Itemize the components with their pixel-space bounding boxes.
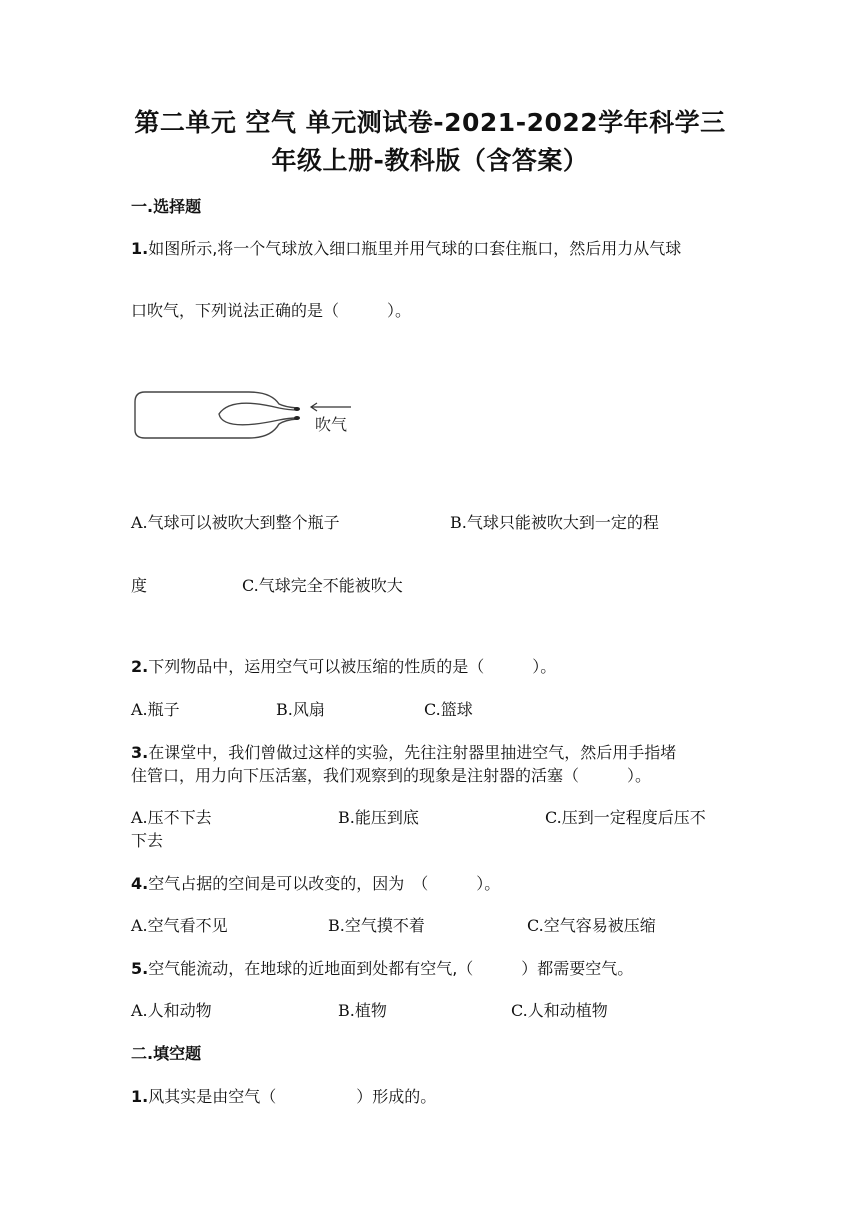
question-3-option-a: A.压不下去 bbox=[131, 808, 212, 827]
question-3-option-c-cont: 下去 bbox=[131, 831, 164, 850]
question-2-option-a: A.瓶子 bbox=[131, 700, 180, 719]
question-text: 空气占据的空间是可以改变的，因为 （ ）。 bbox=[148, 874, 501, 893]
question-5-option-c: C.人和动植物 bbox=[511, 1001, 608, 1020]
bottle-balloon-figure bbox=[131, 380, 371, 450]
question-4-option-a: A.空气看不见 bbox=[131, 916, 228, 935]
question-number: 3. bbox=[131, 743, 149, 762]
question-1-option-b-cont: 度 bbox=[131, 576, 148, 595]
question-1 bbox=[131, 236, 681, 259]
question-2 bbox=[131, 654, 556, 677]
question-3-line-2: 住管口，用力向下压活塞，我们观察到的现象是注射器的活塞（ ）。 bbox=[131, 766, 652, 785]
question-2-option-c: C.篮球 bbox=[424, 700, 473, 719]
page-title bbox=[100, 104, 760, 180]
question-1-option-c: C.气球完全不能被吹大 bbox=[242, 576, 403, 595]
question-1-line-2: 口吹气，下列说法正确的是（ ）。 bbox=[131, 301, 412, 320]
question-number: 1. bbox=[131, 239, 149, 258]
question-number: 2. bbox=[131, 657, 149, 676]
section-heading-choice: 一.选择题 bbox=[131, 197, 202, 216]
title-line-1: 第二单元 空气 单元测试卷-2021-2022学年科学三 bbox=[134, 108, 726, 137]
fill-question-1 bbox=[131, 1084, 436, 1107]
question-number: 4. bbox=[131, 874, 149, 893]
question-4-option-c: C.空气容易被压缩 bbox=[527, 916, 656, 935]
question-text: 在课堂中，我们曾做过这样的实验，先往注射器里抽进空气，然后用手指堵 bbox=[148, 743, 677, 762]
question-number: 5. bbox=[131, 959, 149, 978]
question-5-option-a: A.人和动物 bbox=[131, 1001, 212, 1020]
figure-label: 吹气 bbox=[315, 415, 348, 434]
question-5-option-b: B.植物 bbox=[338, 1001, 387, 1020]
question-2-option-b: B.风扇 bbox=[276, 700, 325, 719]
question-1-option-a: A.气球可以被吹大到整个瓶子 bbox=[131, 513, 340, 532]
question-text: 如图所示,将一个气球放入细口瓶里并用气球的口套住瓶口，然后用力从气球 bbox=[148, 239, 682, 258]
question-4-option-b: B.空气摸不着 bbox=[328, 916, 425, 935]
question-text: 空气能流动，在地球的近地面到处都有空气,（ ）都需要空气。 bbox=[148, 959, 634, 978]
question-1-option-b: B.气球只能被吹大到一定的程 bbox=[450, 513, 659, 532]
question-text: 下列物品中，运用空气可以被压缩的性质的是（ ）。 bbox=[148, 657, 557, 676]
section-heading-fill: 二.填空题 bbox=[131, 1044, 202, 1063]
question-text: 风其实是由空气（ ）形成的。 bbox=[148, 1087, 437, 1106]
title-line-2: 年级上册-教科版（含答案） bbox=[271, 146, 589, 175]
question-3-option-b: B.能压到底 bbox=[338, 808, 419, 827]
question-number: 1. bbox=[131, 1087, 149, 1106]
question-5 bbox=[131, 956, 633, 979]
question-3-option-c: C.压到一定程度后压不 bbox=[545, 808, 706, 827]
question-3 bbox=[131, 740, 676, 763]
question-4 bbox=[131, 871, 500, 894]
